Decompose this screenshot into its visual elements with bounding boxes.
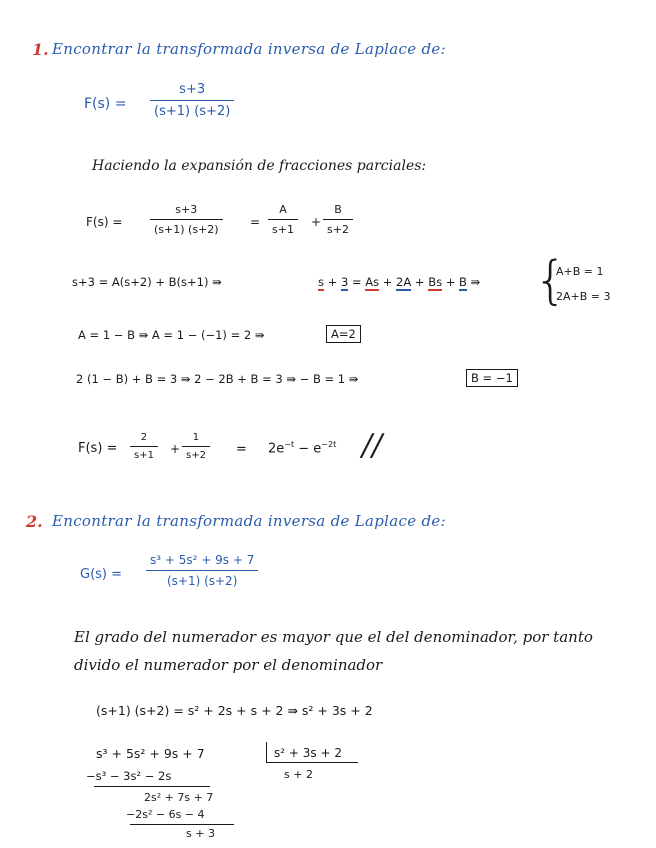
equation-line-a: s+3 = A(s+2) + B(s+1) ⇛ <box>72 275 222 289</box>
division-subtract-2: −2s² − 6s − 4 <box>126 808 205 821</box>
division-line-1 <box>94 786 210 787</box>
division-bracket-horizontal <box>266 762 358 763</box>
result-fraction-1 <box>130 432 158 461</box>
problem-1-title: Encontrar la transformada inversa de Laplace de: <box>52 40 446 58</box>
result-A-box: A=2 <box>326 325 361 343</box>
pf-equals: = <box>250 215 261 229</box>
pf-denominator: (s+1) (s+2) <box>154 223 219 236</box>
result-numerator-1: 2 <box>140 432 148 443</box>
expanded-s: s <box>318 275 324 289</box>
F-label: F(s) = <box>84 96 127 112</box>
G-label: G(s) = <box>80 567 123 582</box>
result-fraction-2 <box>182 432 210 461</box>
system-brace-icon: { <box>534 251 568 311</box>
result-denominator-2: s+2 <box>186 450 206 461</box>
G-numerator: s³ + 5s² + 9s + 7 <box>150 553 255 567</box>
division-divisor: s² + 3s + 2 <box>274 746 342 760</box>
expanded-Bs: Bs <box>428 275 443 289</box>
explanation-line-1: El grado del numerador es mayor que el del denominador, por tanto <box>74 628 593 646</box>
result-exponent-2: −2t <box>321 440 337 449</box>
B-denominator: s+2 <box>327 223 349 236</box>
G-fraction <box>146 553 258 588</box>
expanded-arrow: ⇛ <box>466 275 481 289</box>
B-fraction <box>323 203 353 236</box>
F-fraction <box>150 82 234 119</box>
result-numerator-2: 1 <box>192 432 200 443</box>
partial-fractions-text: Haciendo la expansión de fracciones parciales: <box>92 158 427 174</box>
fraction-bar <box>130 446 158 447</box>
result-B-box: B = −1 <box>466 369 518 387</box>
F-denominator: (s+1) (s+2) <box>154 104 231 119</box>
expanded-As: As <box>365 275 380 289</box>
expanded-equation <box>318 275 480 289</box>
result-label: F(s) = <box>78 441 118 456</box>
result-equals: = <box>236 442 247 457</box>
expanded-2A: 2A <box>396 275 412 289</box>
result-exponent-1: −t <box>284 440 295 449</box>
expanded-plus: + <box>442 275 460 289</box>
pf-numerator: s+3 <box>175 203 198 216</box>
division-remainder-2: s + 3 <box>186 827 215 840</box>
A-fraction <box>268 203 298 236</box>
time-domain-result <box>268 440 336 456</box>
expanded-3: 3 <box>340 275 349 289</box>
problem-2-title: Encontrar la transformada inversa de Laplace de: <box>52 512 446 530</box>
problem-1-number: 1. <box>32 40 49 59</box>
division-subtract-1: −s³ − 3s² − 2s <box>86 769 172 783</box>
expanded-plus: + <box>411 275 429 289</box>
F-numerator: s+3 <box>179 82 206 97</box>
result-denominator-1: s+1 <box>134 450 154 461</box>
solve-B-line: 2 (1 − B) + B = 3 ⇛ 2 − 2B + B = 3 ⇛ − B = 1 ⇛ <box>76 372 359 386</box>
A-numerator: A <box>279 203 287 216</box>
fraction-bar <box>150 219 223 220</box>
expanded-plus: + <box>379 275 397 289</box>
pf-fraction <box>150 203 223 236</box>
division-remainder-1: 2s² + 7s + 7 <box>144 791 214 804</box>
pf-plus: + <box>311 215 322 229</box>
fraction-bar <box>323 219 353 220</box>
explanation-line-2: divido el numerador por el denominador <box>74 656 383 674</box>
division-quotient: s + 2 <box>284 768 313 781</box>
denominator-expansion: (s+1) (s+2) = s² + 2s + s + 2 ⇛ s² + 3s + 2 <box>96 703 373 718</box>
solve-A-line: A = 1 − B ⇛ A = 1 − (−1) = 2 ⇛ <box>78 328 265 342</box>
pf-label: F(s) = <box>86 215 123 229</box>
expanded-B: B <box>459 275 467 289</box>
expanded-equals: = <box>348 275 366 289</box>
result-term-1: 2e <box>268 441 285 457</box>
division-line-2 <box>130 824 234 825</box>
end-mark: // <box>362 428 383 463</box>
fraction-bar <box>150 100 234 101</box>
A-denominator: s+1 <box>272 223 294 236</box>
result-term-2: − e <box>298 441 322 457</box>
result-plus: + <box>170 442 181 456</box>
division-dividend: s³ + 5s² + 9s + 7 <box>96 746 205 761</box>
G-denominator: (s+1) (s+2) <box>166 574 238 588</box>
division-bracket-vertical <box>266 742 267 762</box>
fraction-bar <box>146 570 258 571</box>
fraction-bar <box>182 446 210 447</box>
B-numerator: B <box>334 203 342 216</box>
system-eq-2: 2A+B = 3 <box>556 290 611 303</box>
expanded-plus: + <box>324 275 341 289</box>
problem-2-number: 2. <box>26 512 43 531</box>
fraction-bar <box>268 219 298 220</box>
system-eq-1: A+B = 1 <box>556 265 604 278</box>
